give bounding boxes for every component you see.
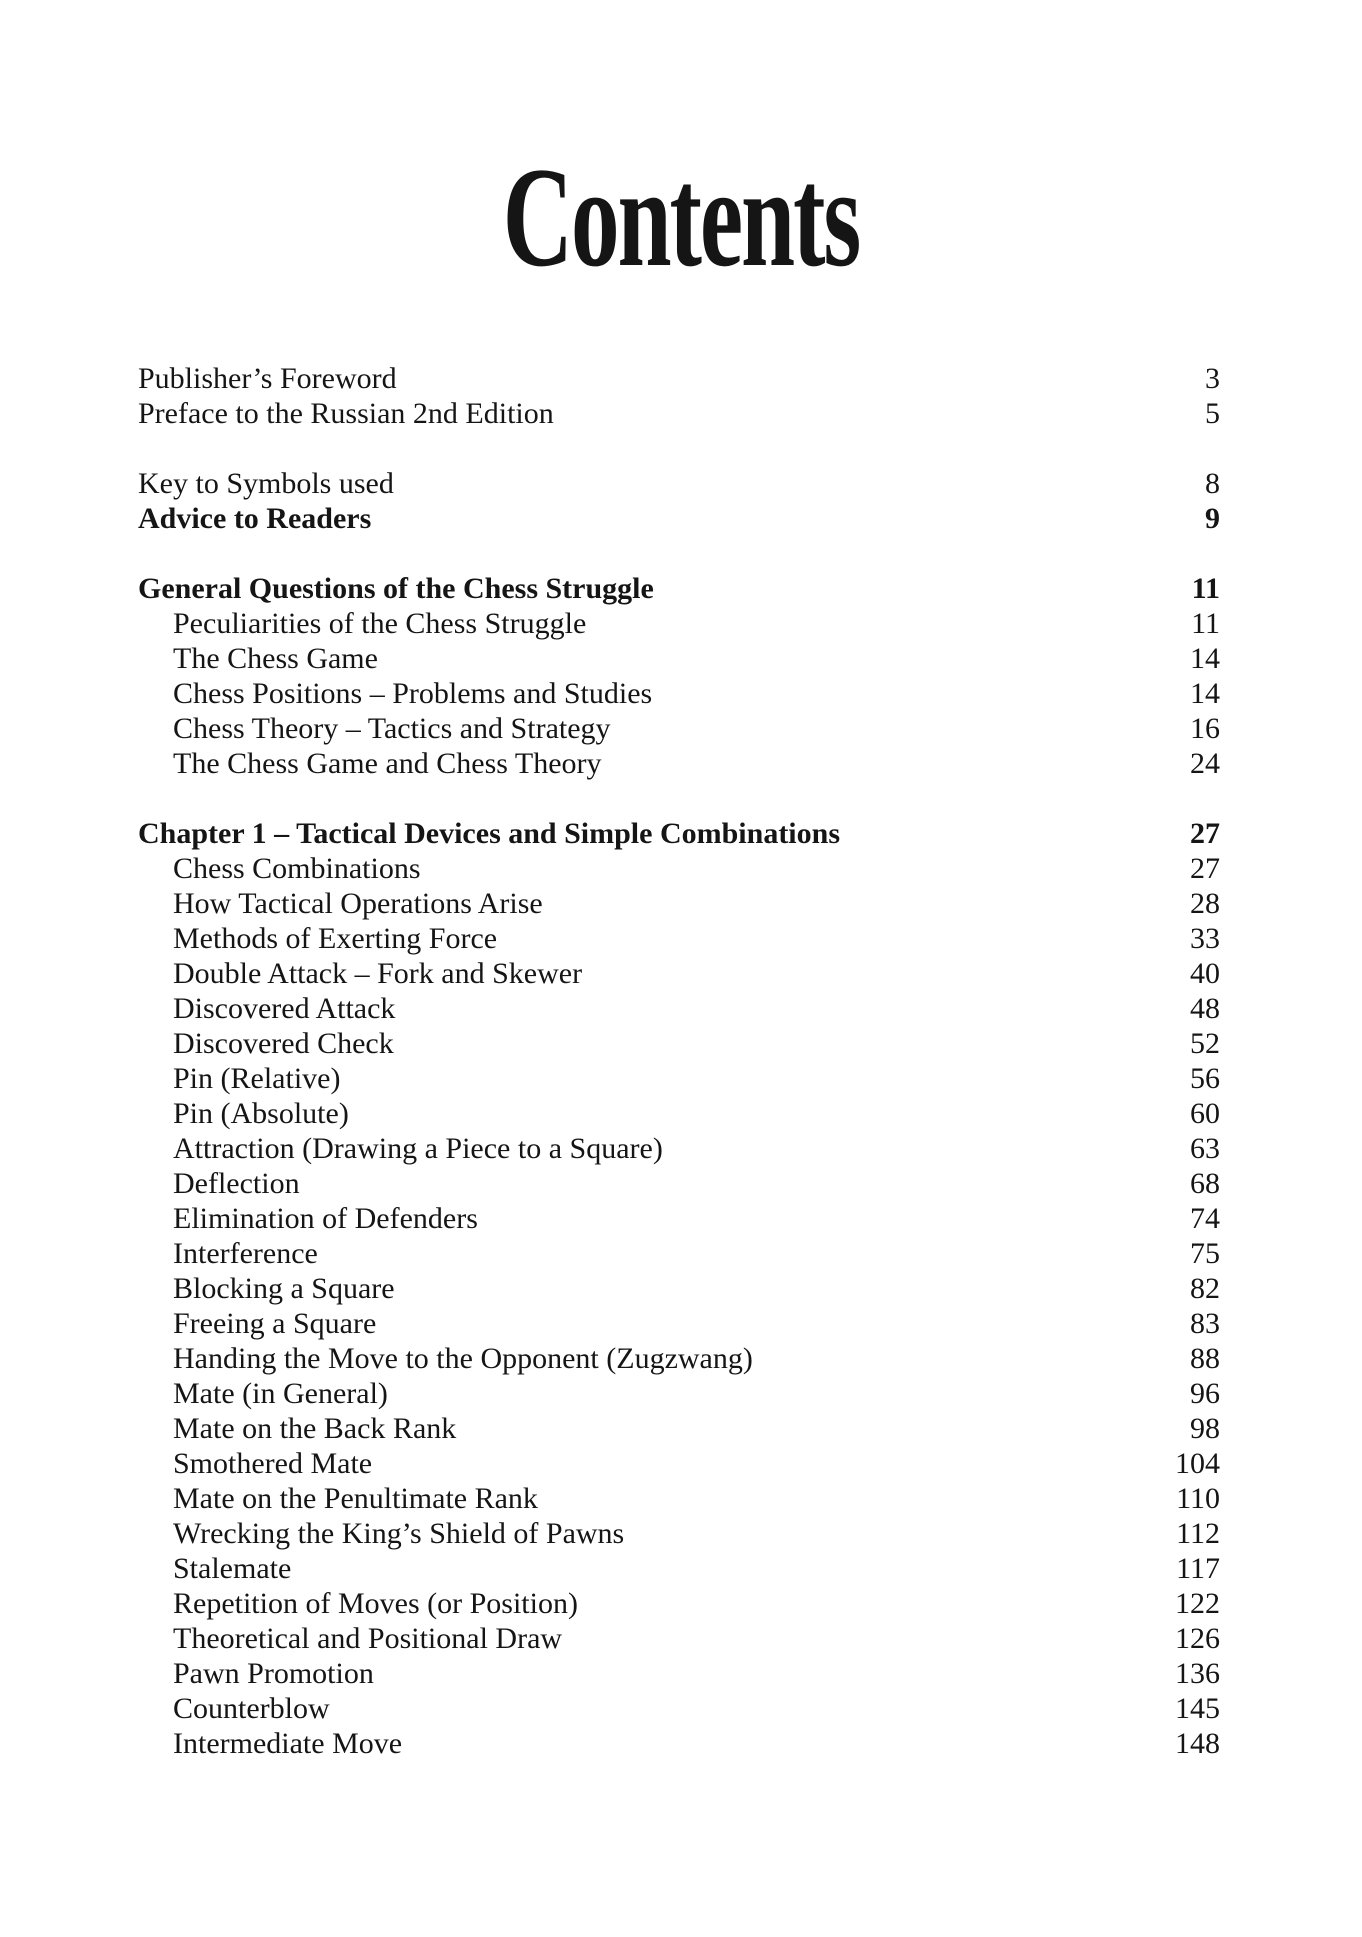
toc-entry bbox=[138, 676, 1220, 711]
toc-entry-label: Mate on the Back Rank bbox=[173, 1412, 457, 1445]
toc-entry bbox=[138, 1236, 1220, 1271]
toc-entry-page-number: 112 bbox=[1176, 1517, 1220, 1550]
toc-entry bbox=[138, 921, 1220, 956]
toc-entry bbox=[138, 1201, 1220, 1236]
toc-entry bbox=[138, 1516, 1220, 1551]
toc-entry bbox=[138, 641, 1220, 676]
toc-entry bbox=[138, 1446, 1220, 1481]
toc-entry bbox=[138, 1586, 1220, 1621]
toc-entry-label: Discovered Attack bbox=[173, 992, 396, 1025]
toc-entry-page-number: 98 bbox=[1190, 1412, 1220, 1445]
toc-entry-label: Pawn Promotion bbox=[173, 1657, 374, 1690]
toc-entry-page-number: 11 bbox=[1191, 572, 1220, 605]
toc-entry-page-number: 83 bbox=[1190, 1307, 1220, 1340]
toc-entry-label: Mate on the Penultimate Rank bbox=[173, 1482, 538, 1515]
toc-entry-label: Interference bbox=[173, 1237, 318, 1270]
table-of-contents bbox=[138, 361, 1220, 1761]
toc-entry bbox=[138, 396, 1220, 431]
toc-entry-label: Attraction (Drawing a Piece to a Square) bbox=[173, 1132, 663, 1165]
toc-entry-page-number: 136 bbox=[1175, 1657, 1220, 1690]
toc-entry bbox=[138, 606, 1220, 641]
toc-entry-label: Pin (Relative) bbox=[173, 1062, 341, 1095]
toc-entry-label: How Tactical Operations Arise bbox=[173, 887, 543, 920]
toc-entry-page-number: 88 bbox=[1190, 1342, 1220, 1375]
toc-entry-page-number: 82 bbox=[1190, 1272, 1220, 1305]
toc-entry bbox=[138, 991, 1220, 1026]
toc-entry bbox=[138, 1691, 1220, 1726]
toc-entry bbox=[138, 571, 1220, 606]
toc-entry-page-number: 68 bbox=[1190, 1167, 1220, 1200]
toc-entry-label: Chess Positions – Problems and Studies bbox=[173, 677, 653, 710]
toc-entry bbox=[138, 1551, 1220, 1586]
toc-entry-label: Smothered Mate bbox=[173, 1447, 373, 1480]
toc-entry-page-number: 28 bbox=[1190, 887, 1220, 920]
toc-entry bbox=[138, 1271, 1220, 1306]
toc-entry-page-number: 9 bbox=[1205, 502, 1220, 535]
toc-entry-page-number: 104 bbox=[1175, 1447, 1220, 1480]
toc-entry bbox=[138, 501, 1220, 536]
toc-entry bbox=[138, 956, 1220, 991]
toc-entry bbox=[138, 1341, 1220, 1376]
toc-entry-page-number: 3 bbox=[1205, 362, 1220, 395]
toc-entry-label: Counterblow bbox=[173, 1692, 330, 1725]
toc-entry-page-number: 8 bbox=[1205, 467, 1220, 500]
toc-entry-label: Wrecking the King’s Shield of Pawns bbox=[173, 1517, 625, 1550]
toc-entry-page-number: 63 bbox=[1190, 1132, 1220, 1165]
toc-entry-page-number: 33 bbox=[1190, 922, 1220, 955]
toc-entry-page-number: 52 bbox=[1190, 1027, 1220, 1060]
toc-entry-label: General Questions of the Chess Struggle bbox=[138, 572, 654, 605]
toc-entry-page-number: 24 bbox=[1190, 747, 1220, 780]
toc-entry-page-number: 117 bbox=[1176, 1552, 1220, 1585]
toc-entry-label: The Chess Game and Chess Theory bbox=[173, 747, 602, 780]
toc-entry-label: Freeing a Square bbox=[173, 1307, 377, 1340]
toc-entry bbox=[138, 1481, 1220, 1516]
toc-entry-page-number: 148 bbox=[1175, 1727, 1220, 1760]
page-title: Contents bbox=[502, 138, 860, 296]
toc-entry bbox=[138, 361, 1220, 396]
toc-entry-label: Intermediate Move bbox=[173, 1727, 403, 1760]
toc-entry bbox=[138, 1061, 1220, 1096]
toc-entry-page-number: 40 bbox=[1190, 957, 1220, 990]
toc-entry bbox=[138, 1166, 1220, 1201]
toc-entry bbox=[138, 1096, 1220, 1131]
toc-entry-label: Mate (in General) bbox=[173, 1377, 388, 1410]
toc-entry bbox=[138, 1306, 1220, 1341]
toc-entry-page-number: 110 bbox=[1176, 1482, 1220, 1515]
toc-entry bbox=[138, 746, 1220, 781]
toc-entry-page-number: 60 bbox=[1190, 1097, 1220, 1130]
toc-entry-label: Peculiarities of the Chess Struggle bbox=[173, 607, 587, 640]
toc-entry bbox=[138, 1131, 1220, 1166]
toc-entry-page-number: 5 bbox=[1205, 397, 1220, 430]
toc-entry-label: Elimination of Defenders bbox=[173, 1202, 478, 1235]
toc-entry-page-number: 14 bbox=[1190, 677, 1220, 710]
toc-entry-page-number: 11 bbox=[1191, 607, 1220, 640]
toc-entry bbox=[138, 1621, 1220, 1656]
toc-entry-page-number: 27 bbox=[1190, 852, 1220, 885]
toc-entry bbox=[138, 1726, 1220, 1761]
toc-entry-label: Handing the Move to the Opponent (Zugzwang) bbox=[173, 1342, 753, 1375]
toc-entry-page-number: 74 bbox=[1190, 1202, 1220, 1235]
toc-entry-label: Stalemate bbox=[173, 1552, 292, 1585]
toc-entry bbox=[138, 851, 1220, 886]
toc-entry-page-number: 96 bbox=[1190, 1377, 1220, 1410]
toc-entry-label: Chapter 1 – Tactical Devices and Simple Combinations bbox=[138, 817, 840, 850]
toc-entry-page-number: 27 bbox=[1190, 817, 1220, 850]
toc-entry-label: Key to Symbols used bbox=[138, 467, 394, 500]
toc-entry-label: Methods of Exerting Force bbox=[173, 922, 498, 955]
toc-entry-label: The Chess Game bbox=[173, 642, 378, 675]
toc-entry-page-number: 14 bbox=[1190, 642, 1220, 675]
toc-entry-label: Preface to the Russian 2nd Edition bbox=[138, 397, 554, 430]
toc-entry-page-number: 145 bbox=[1175, 1692, 1220, 1725]
toc-entry-page-number: 16 bbox=[1190, 712, 1220, 745]
toc-entry bbox=[138, 1376, 1220, 1411]
toc-entry-page-number: 122 bbox=[1175, 1587, 1220, 1620]
toc-entry bbox=[138, 466, 1220, 501]
toc-entry-page-number: 48 bbox=[1190, 992, 1220, 1025]
toc-entry-label: Repetition of Moves (or Position) bbox=[173, 1587, 578, 1620]
toc-entry-page-number: 75 bbox=[1190, 1237, 1220, 1270]
toc-entry bbox=[138, 711, 1220, 746]
toc-entry-page-number: 56 bbox=[1190, 1062, 1220, 1095]
toc-entry-label: Chess Combinations bbox=[173, 852, 421, 885]
toc-entry-label: Theoretical and Positional Draw bbox=[173, 1622, 563, 1655]
toc-entry-label: Publisher’s Foreword bbox=[138, 362, 397, 395]
toc-entry-label: Deflection bbox=[173, 1167, 300, 1200]
toc-entry bbox=[138, 816, 1220, 851]
toc-entry-label: Double Attack – Fork and Skewer bbox=[173, 957, 583, 990]
toc-entry-label: Advice to Readers bbox=[138, 502, 372, 535]
toc-entry bbox=[138, 1656, 1220, 1691]
toc-entry bbox=[138, 886, 1220, 921]
toc-entry bbox=[138, 1411, 1220, 1446]
toc-entry-label: Discovered Check bbox=[173, 1027, 394, 1060]
toc-entry-label: Chess Theory – Tactics and Strategy bbox=[173, 712, 611, 745]
toc-entry-label: Pin (Absolute) bbox=[173, 1097, 349, 1130]
toc-entry-label: Blocking a Square bbox=[173, 1272, 395, 1305]
toc-entry bbox=[138, 1026, 1220, 1061]
toc-entry-page-number: 126 bbox=[1175, 1622, 1220, 1655]
